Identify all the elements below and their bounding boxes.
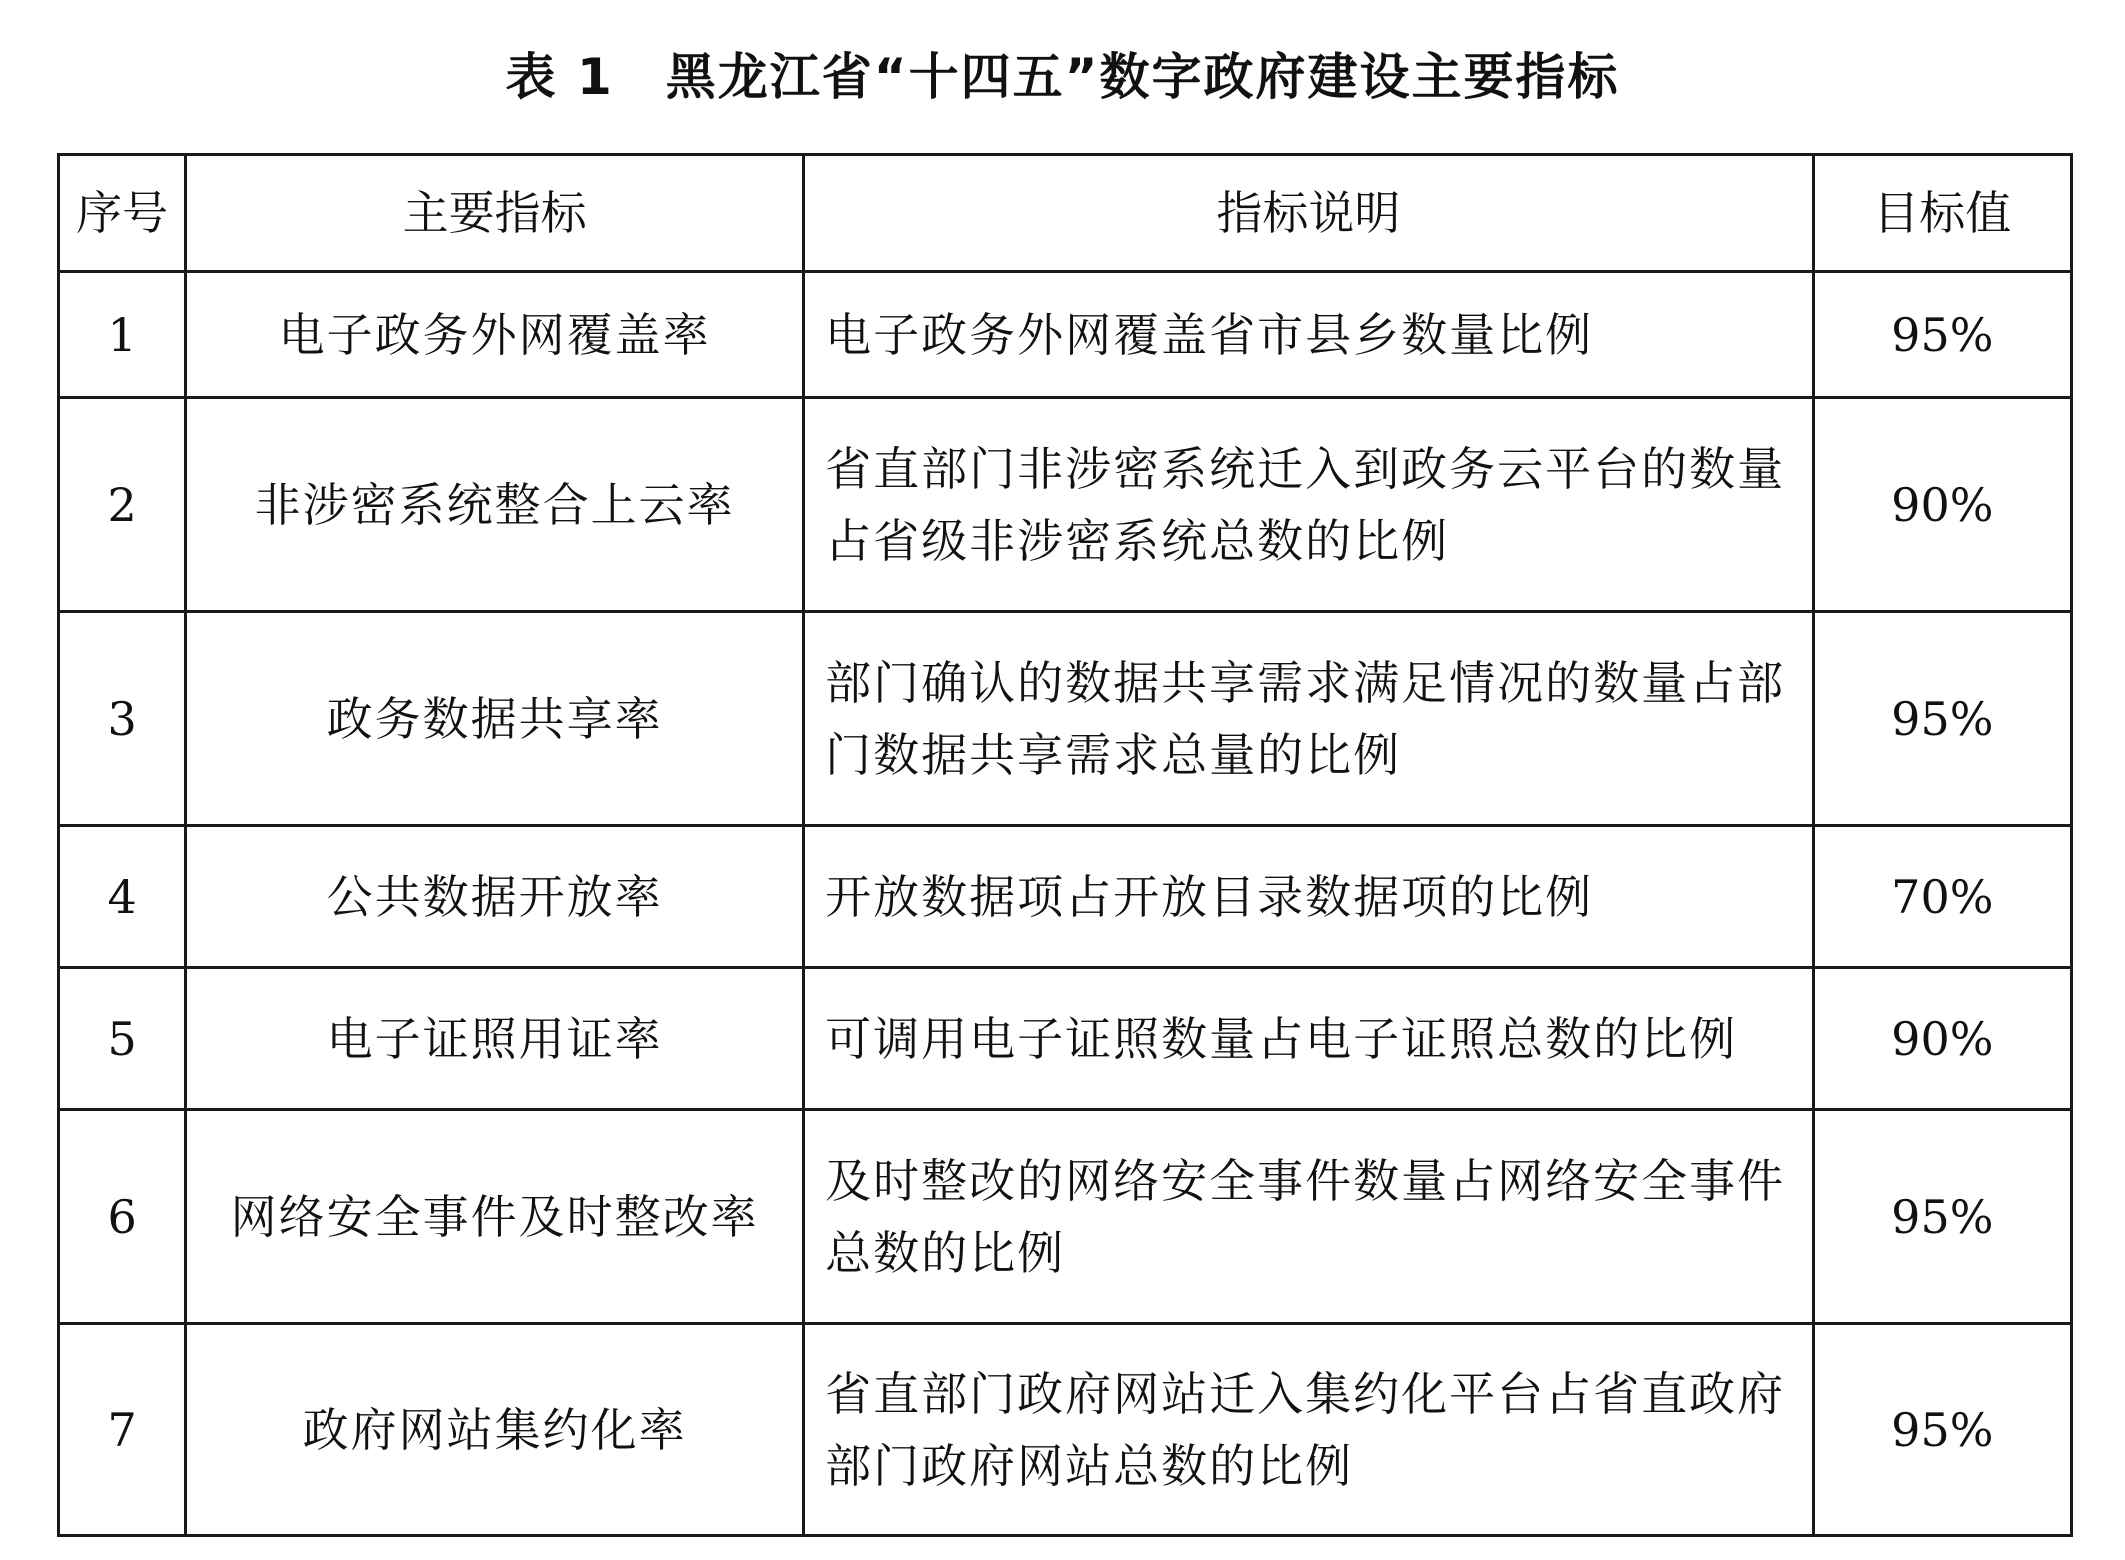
- row-indicator: 网络安全事件及时整改率: [186, 1110, 804, 1324]
- row-serial-number: 6: [59, 1110, 186, 1324]
- row-serial-number: 4: [59, 826, 186, 968]
- header-indicator-description: 指标说明: [804, 155, 1814, 272]
- row-indicator: 电子证照用证率: [186, 968, 804, 1110]
- table-row: [59, 398, 2072, 612]
- row-description: 可调用电子证照数量占电子证照总数的比例: [804, 968, 1814, 1110]
- row-target-value: 90%: [1813, 968, 2071, 1110]
- row-target-value: 95%: [1813, 272, 2071, 398]
- header-main-indicator: 主要指标: [186, 155, 804, 272]
- table-title: 表 1 黑龙江省“十四五”数字政府建设主要指标: [505, 48, 1620, 106]
- row-serial-number: 7: [59, 1324, 186, 1536]
- table-row: [59, 826, 2072, 968]
- header-serial-number: 序号: [59, 155, 186, 272]
- row-description: 电子政务外网覆盖省市县乡数量比例: [804, 272, 1814, 398]
- row-target-value: 90%: [1813, 398, 2071, 612]
- row-target-value: 95%: [1813, 1110, 2071, 1324]
- row-indicator: 政府网站集约化率: [186, 1324, 804, 1536]
- indicator-table-container: [57, 153, 2073, 1537]
- row-indicator: 电子政务外网覆盖率: [186, 272, 804, 398]
- row-indicator: 公共数据开放率: [186, 826, 804, 968]
- row-indicator: 政务数据共享率: [186, 612, 804, 826]
- row-indicator: 非涉密系统整合上云率: [186, 398, 804, 612]
- header-target-value: 目标值: [1813, 155, 2071, 272]
- row-description: 部门确认的数据共享需求满足情况的数量占部门数据共享需求总量的比例: [804, 612, 1814, 826]
- indicator-table: [57, 153, 2073, 1537]
- row-description: 开放数据项占开放目录数据项的比例: [804, 826, 1814, 968]
- row-description: 及时整改的网络安全事件数量占网络安全事件总数的比例: [804, 1110, 1814, 1324]
- table-row: [59, 968, 2072, 1110]
- row-target-value: 95%: [1813, 1324, 2071, 1536]
- row-description: 省直部门非涉密系统迁入到政务云平台的数量占省级非涉密系统总数的比例: [804, 398, 1814, 612]
- row-serial-number: 3: [59, 612, 186, 826]
- row-description: 省直部门政府网站迁入集约化平台占省直政府部门政府网站总数的比例: [804, 1324, 1814, 1536]
- row-serial-number: 1: [59, 272, 186, 398]
- row-target-value: 95%: [1813, 612, 2071, 826]
- table-row: [59, 1110, 2072, 1324]
- row-serial-number: 5: [59, 968, 186, 1110]
- row-target-value: 70%: [1813, 826, 2071, 968]
- table-row: [59, 272, 2072, 398]
- table-row: [59, 612, 2072, 826]
- row-serial-number: 2: [59, 398, 186, 612]
- table-row: [59, 1324, 2072, 1536]
- table-header-row: [59, 155, 2072, 272]
